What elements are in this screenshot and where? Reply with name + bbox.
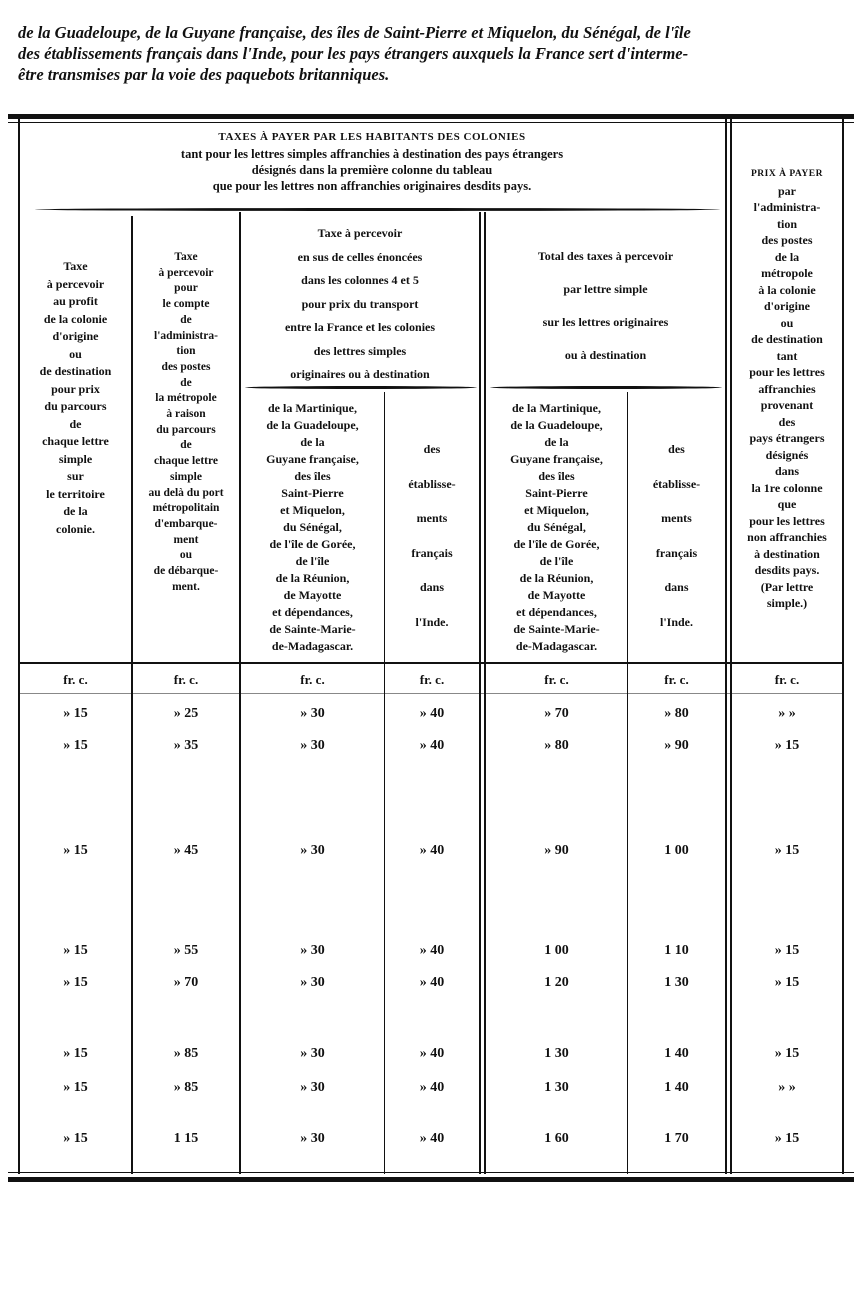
top-header-caps: TAXES À PAYER PAR LES HABITANTS DES COLONIES bbox=[218, 131, 526, 143]
table-row bbox=[0, 975, 865, 995]
header-swell-rule bbox=[35, 208, 720, 211]
table-cell: 1 30 bbox=[664, 975, 689, 990]
table-cell: » 15 bbox=[774, 843, 800, 858]
table-cell: 1 10 bbox=[664, 943, 689, 958]
table-cell: » 15 bbox=[63, 1080, 88, 1095]
table-cell: » 15 bbox=[63, 943, 88, 958]
table-cell: » 30 bbox=[300, 975, 325, 990]
unit-label: fr. c. bbox=[419, 672, 445, 687]
table-cell: » 40 bbox=[419, 1080, 445, 1095]
top-header-line: tant pour les lettres simples affranchies à destination des pays étrangers bbox=[180, 147, 564, 161]
table-row bbox=[0, 706, 865, 726]
table-cell: » 90 bbox=[664, 738, 689, 753]
table-row bbox=[0, 1046, 865, 1066]
col5-subheader: de la Martinique, de la Guadeloupe, de la Guyane française, des îles Saint-Pierre et Miquelon, du Sénégal, de l'île de Gorée, de l'île de la Réunion, de Mayotte et dépendances, de Sainte-Marie- de-Madagascar. bbox=[510, 401, 603, 653]
col1-header: Taxe à percevoir au profit de la colonie d'origine ou de destination pour prix du parcours de chaque lettre simple sur le territoire de la colonie. bbox=[39, 259, 112, 536]
table-cell: » 40 bbox=[419, 738, 445, 753]
table-cell: » 15 bbox=[63, 738, 88, 753]
unit-label: fr. c. bbox=[300, 672, 325, 687]
col-divider-6a bbox=[725, 118, 727, 1174]
top-header-line: désignés dans la première colonne du tableau bbox=[251, 163, 493, 177]
table-cell: » 15 bbox=[774, 943, 800, 958]
unit-label: fr. c. bbox=[774, 672, 800, 687]
table-cell: » 80 bbox=[544, 738, 569, 753]
table-cell: 1 30 bbox=[544, 1080, 569, 1095]
unit-label: fr. c. bbox=[173, 672, 199, 687]
table-cell: 1 60 bbox=[544, 1131, 569, 1146]
table-bottom-rule-thick bbox=[8, 1177, 854, 1182]
table-cell: » 30 bbox=[300, 738, 325, 753]
table-cell: » 15 bbox=[63, 843, 88, 858]
table-cell: » 30 bbox=[300, 943, 325, 958]
intro-line: être transmises par la voie des paquebots britanniques. bbox=[18, 65, 390, 84]
top-header-line: que pour les lettres non affranchies originaires desdits pays. bbox=[212, 179, 532, 193]
table-cell: » 30 bbox=[300, 1080, 325, 1095]
col4-subheader: des établisse- ments français dans l'Inde. bbox=[408, 442, 456, 629]
col6-subheader: des établisse- ments français dans l'Inde. bbox=[652, 442, 701, 629]
intro-line: des établissements français dans l'Inde, pour les pays étrangers auxquels la France sert d'interme- bbox=[18, 44, 689, 63]
table-cell: » » bbox=[778, 1080, 796, 1095]
table-cell: » 85 bbox=[173, 1046, 199, 1061]
table-top-rule-thick bbox=[8, 114, 854, 119]
table-bottom-rule-thin bbox=[8, 1172, 854, 1173]
table-cell: » 15 bbox=[63, 706, 88, 721]
table-cell: » 70 bbox=[544, 706, 569, 721]
table-cell: » 30 bbox=[300, 1131, 325, 1146]
table-cell: 1 40 bbox=[664, 1046, 689, 1061]
table-cell: » 70 bbox=[173, 975, 199, 990]
table-cell: » 15 bbox=[774, 975, 800, 990]
table-cell: » 15 bbox=[63, 1046, 88, 1061]
col2-header: Taxe à percevoir pour le compte de l'administra- tion des postes de la métropole à raison du parcours de chaque lettre simple au delà du port métropolitain d'embarque- ment ou de débarque- ment. bbox=[148, 251, 224, 593]
unit-label: fr. c. bbox=[544, 672, 569, 687]
table-cell: » 40 bbox=[419, 843, 445, 858]
group4-header: Total des taxes à percevoir par lettre simple sur les lettres originaires ou à destination bbox=[537, 249, 674, 362]
group4-swell-rule bbox=[490, 386, 722, 389]
unit-label: fr. c. bbox=[664, 672, 689, 687]
table-row bbox=[0, 738, 865, 758]
group3-header: Taxe à percevoir en sus de celles énoncées dans les colonnes 4 et 5 pour prix du transport entre la France et les colonies des lettres simples originaires ou à destination bbox=[284, 226, 436, 381]
table-row bbox=[0, 1131, 865, 1151]
table-cell: » 40 bbox=[419, 943, 445, 958]
table-cell: » » bbox=[778, 706, 796, 721]
table-cell: 1 20 bbox=[544, 975, 569, 990]
table-cell: » 30 bbox=[300, 706, 325, 721]
table-cell: » 40 bbox=[419, 975, 445, 990]
header-body-divider bbox=[18, 662, 844, 664]
col3-subheader: de la Martinique, de la Guadeloupe, de la Guyane française, des îles Saint-Pierre et Miquelon, du Sénégal, de l'île de Gorée, de l'île de la Réunion, de Mayotte et dépendances, de Sainte-Marie- de-Madagascar. bbox=[266, 401, 359, 653]
table-cell: » 15 bbox=[774, 1131, 800, 1146]
table-cell: » 55 bbox=[173, 943, 199, 958]
table-cell: » 45 bbox=[173, 843, 199, 858]
unit-row-divider bbox=[18, 693, 844, 694]
table-cell: 1 30 bbox=[544, 1046, 569, 1061]
table-cell: » 15 bbox=[63, 975, 88, 990]
intro-line: de la Guadeloupe, de la Guyane française, des îles de Saint-Pierre et Miquelon, du Sénégal, de l'île bbox=[18, 23, 691, 42]
table-cell: » 40 bbox=[419, 1046, 445, 1061]
table-cell: » 15 bbox=[63, 1131, 88, 1146]
table-cell: 1 00 bbox=[664, 843, 689, 858]
table-cell: » 40 bbox=[419, 1131, 445, 1146]
table-cell: 1 40 bbox=[664, 1080, 689, 1095]
table-cell: » 40 bbox=[419, 706, 445, 721]
table-cell: » 35 bbox=[173, 738, 199, 753]
table-cell: » 30 bbox=[300, 843, 325, 858]
table-right-border bbox=[842, 118, 844, 1174]
unit-label: fr. c. bbox=[63, 672, 88, 687]
intro-paragraph bbox=[18, 22, 848, 85]
table-cell: » 25 bbox=[173, 706, 199, 721]
table-row bbox=[0, 1080, 865, 1100]
table-cell: » 15 bbox=[774, 1046, 800, 1061]
table-cell: 1 70 bbox=[664, 1131, 689, 1146]
table-cell: 1 15 bbox=[173, 1131, 199, 1146]
table-cell: » 90 bbox=[544, 843, 569, 858]
table-cell: 1 00 bbox=[544, 943, 569, 958]
col-divider-4a bbox=[479, 212, 481, 1174]
table-top-rule-thin bbox=[8, 122, 854, 123]
table-cell: » 80 bbox=[664, 706, 689, 721]
table-row bbox=[0, 843, 865, 863]
table-cell: » 85 bbox=[173, 1080, 199, 1095]
table-cell: » 15 bbox=[774, 738, 800, 753]
col7-header: PRIX À PAYER par l'administra- tion des postes de la métropole à la colonie d'origine ou de destination tant pour les lettres affranchies provenant des pays étrangers désignés dans la 1re colonne que pour les lettres non affranchies à destination desdits pays. (Par lettre simple.) bbox=[747, 169, 827, 610]
table-row bbox=[0, 943, 865, 963]
table-cell: » 30 bbox=[300, 1046, 325, 1061]
